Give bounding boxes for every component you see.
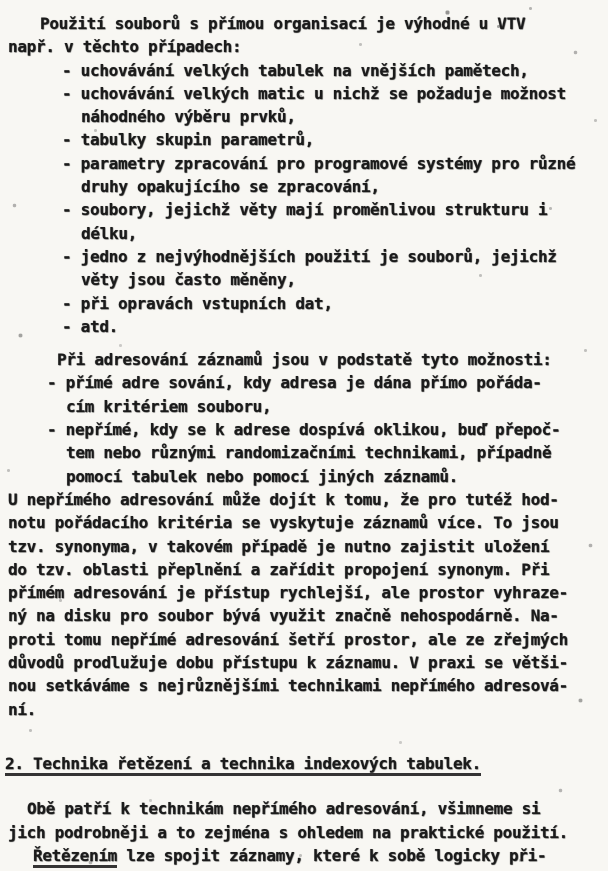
list-item-continuation: délku, <box>81 223 137 243</box>
list-item: - přímé adre sování, kdy adresa je dána přímo pořáda- <box>47 373 542 393</box>
paragraph-line: notu pořádacího kritéria se vyskytuje záznamů více. To jsou <box>8 513 559 533</box>
paragraph-line: Obě patří k technikám nepřímého adresování, všimneme si <box>27 799 541 819</box>
paragraph-line: ný na disku pro soubor bývá využit značně nehospodárně. Na- <box>8 606 559 626</box>
paragraph-line <box>0 844 608 867</box>
list-item-continuation: druhy opakujícího se zpracování, <box>81 177 380 197</box>
list-item: - nepřímé, kdy se k adrese dospívá oklikou, buď přepoč- <box>47 420 561 440</box>
list-item-continuation: cím kritériem souboru, <box>66 396 272 416</box>
list-item: - tabulky skupin parametrů, <box>62 130 314 150</box>
paragraph-line: proti tomu nepřímé adresování šetří prostor, ale ze zřejmých <box>8 629 568 649</box>
paragraph-line: ní. <box>8 699 36 719</box>
list-item: - parametry zpracování pro programové systémy pro různé <box>62 153 576 173</box>
document-text <box>0 12 608 867</box>
paragraph-line: jich podrobněji a to zejména s ohledem na praktické použití. <box>8 822 568 842</box>
paragraph-line: např. v těchto případech: <box>8 37 242 57</box>
underlined-term: Řetězením <box>33 846 117 868</box>
list-item: - uchovávání velkých matic u nichž se požaduje možnost <box>62 83 566 103</box>
section-heading-text: 2. Technika řetězení a technika indexových tabulek. <box>5 754 481 776</box>
list-item: - soubory, jejichž věty mají proměnlivou strukturu i <box>62 200 548 220</box>
list-item: - při opravách vstupních dat, <box>62 293 333 313</box>
scan-noise <box>0 0 1 1</box>
list-item-continuation: náhodného výběru prvků, <box>81 107 296 127</box>
list-item: - uchovávání velkých tabulek na vnějších pamětech, <box>62 60 529 80</box>
paragraph-line: Při adresování záznamů jsou v podstatě tyto možnosti: <box>57 350 552 370</box>
paragraph-line: Použití souborů s přímou organisací je výhodné u VTV <box>40 14 526 33</box>
section-heading <box>0 752 608 775</box>
list-item: - jedno z nejvýhodnějších použití je souborů, jejichž <box>62 246 557 266</box>
paragraph-line: přímém adresování je přístup rychlejší, ale prostor vyhraze- <box>8 583 568 603</box>
paragraph-line: U nepřímého adresování může dojít k tomu, že pro tutéž hod- <box>8 489 559 509</box>
paragraph-text: lze spojit záznamy, které k sobě logicky při- <box>117 845 547 865</box>
list-item-continuation: věty jsou často měněny, <box>81 270 296 290</box>
paragraph-line: důvodů prodlužuje dobu přístupu k záznamu. V praxi se větši- <box>8 653 568 673</box>
paragraph-line: nou setkáváme s nejrůznějšími technikami nepřímého adresová- <box>8 676 568 696</box>
list-item: - atd. <box>62 316 118 336</box>
list-item-continuation: tem nebo různými randomizačními technikami, případně <box>66 443 552 463</box>
list-item-continuation: pomocí tabulek nebo pomocí jiných záznamů. <box>66 466 458 486</box>
paragraph-line: do tzv. oblasti přeplnění a zařídit propojení synonym. Při <box>8 559 550 579</box>
paragraph-line: tzv. synonyma, v takovém případě je nutno zajistit uložení <box>8 536 550 556</box>
